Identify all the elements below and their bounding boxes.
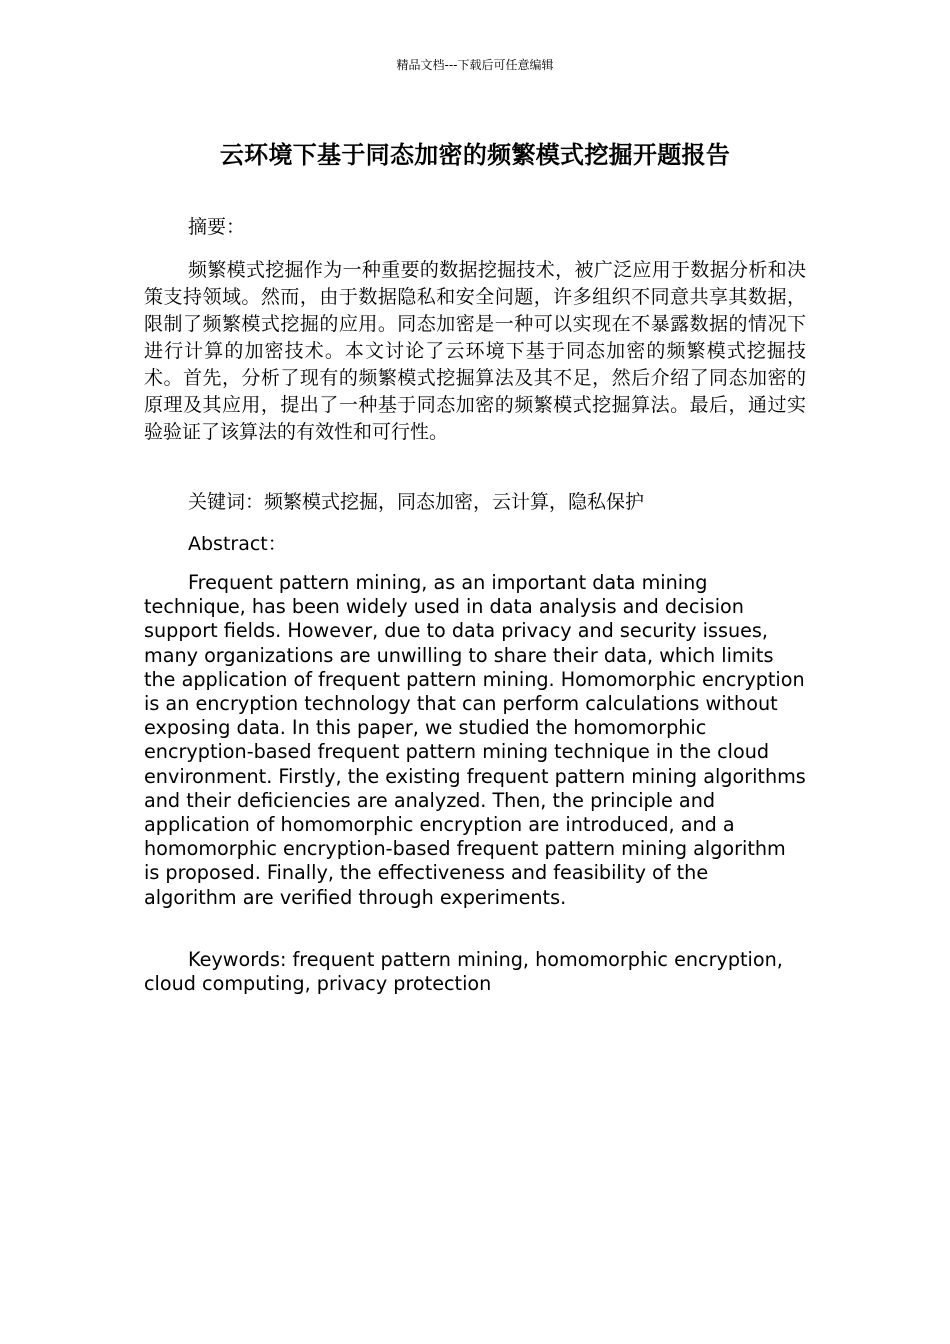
keywords-zh: 关键词：频繁模式挖掘，同态加密，云计算，隐私保护	[188, 491, 645, 513]
abstract-label-zh-block	[144, 214, 806, 241]
abstract-zh-block	[144, 257, 806, 446]
keywords-en: Keywords: frequent pattern mining, homomorphic encryption, cloud computing, privacy protection	[144, 948, 783, 996]
abstract-zh-paragraph: 频繁模式挖掘作为一种重要的数据挖掘技术，被广泛应用于数据分析和决策支持领域。然而，由于数据隐私和安全问题，许多组织不同意共享其数据，限制了频繁模式挖掘的应用。同态加密是一种可以实现在不暴露数据的情况下进行计算的加密技术。本文讨论了云环境下基于同态加密的频繁模式挖掘技术。首先，分析了现有的频繁模式挖掘算法及其不足，然后介绍了同态加密的原理及其应用，提出了一种基于同态加密的频繁模式挖掘算法。最后，通过实验验证了该算法的有效性和可行性。	[144, 259, 806, 443]
abstract-en-block	[144, 571, 806, 910]
keywords-zh-block	[144, 489, 806, 516]
abstract-en-paragraph: Frequent pattern mining, as an important data mining technique, has been widely used in data analysis and decision support fields. However, due to data privacy and security issues, many organizations are unwilling to share their data, which limits the application of frequent pattern mining. Homomorphic encryption is an encryption technology that can perform calculations without exposing data. In this paper, we studied the homomorphic encryption-based frequent pattern mining technique in the cloud environment. Firstly, the existing frequent pattern mining algorithms and their deficiencies are analyzed. Then, the principle and application of homomorphic encryption are introduced, and a homomorphic encryption-based frequent pattern mining algorithm is proposed. Finally, the effectiveness and feasibility of the algorithm are verified through experiments.	[144, 571, 806, 909]
keywords-en-block	[144, 948, 806, 996]
abstract-label-en-block	[144, 531, 806, 558]
abstract-label-zh: 摘要：	[188, 216, 246, 238]
abstract-label-en: Abstract：	[188, 533, 287, 555]
document-title: 云环境下基于同态加密的频繁模式挖掘开题报告	[219, 141, 731, 169]
page-header: 精品文档---下载后可任意编辑	[396, 58, 554, 72]
